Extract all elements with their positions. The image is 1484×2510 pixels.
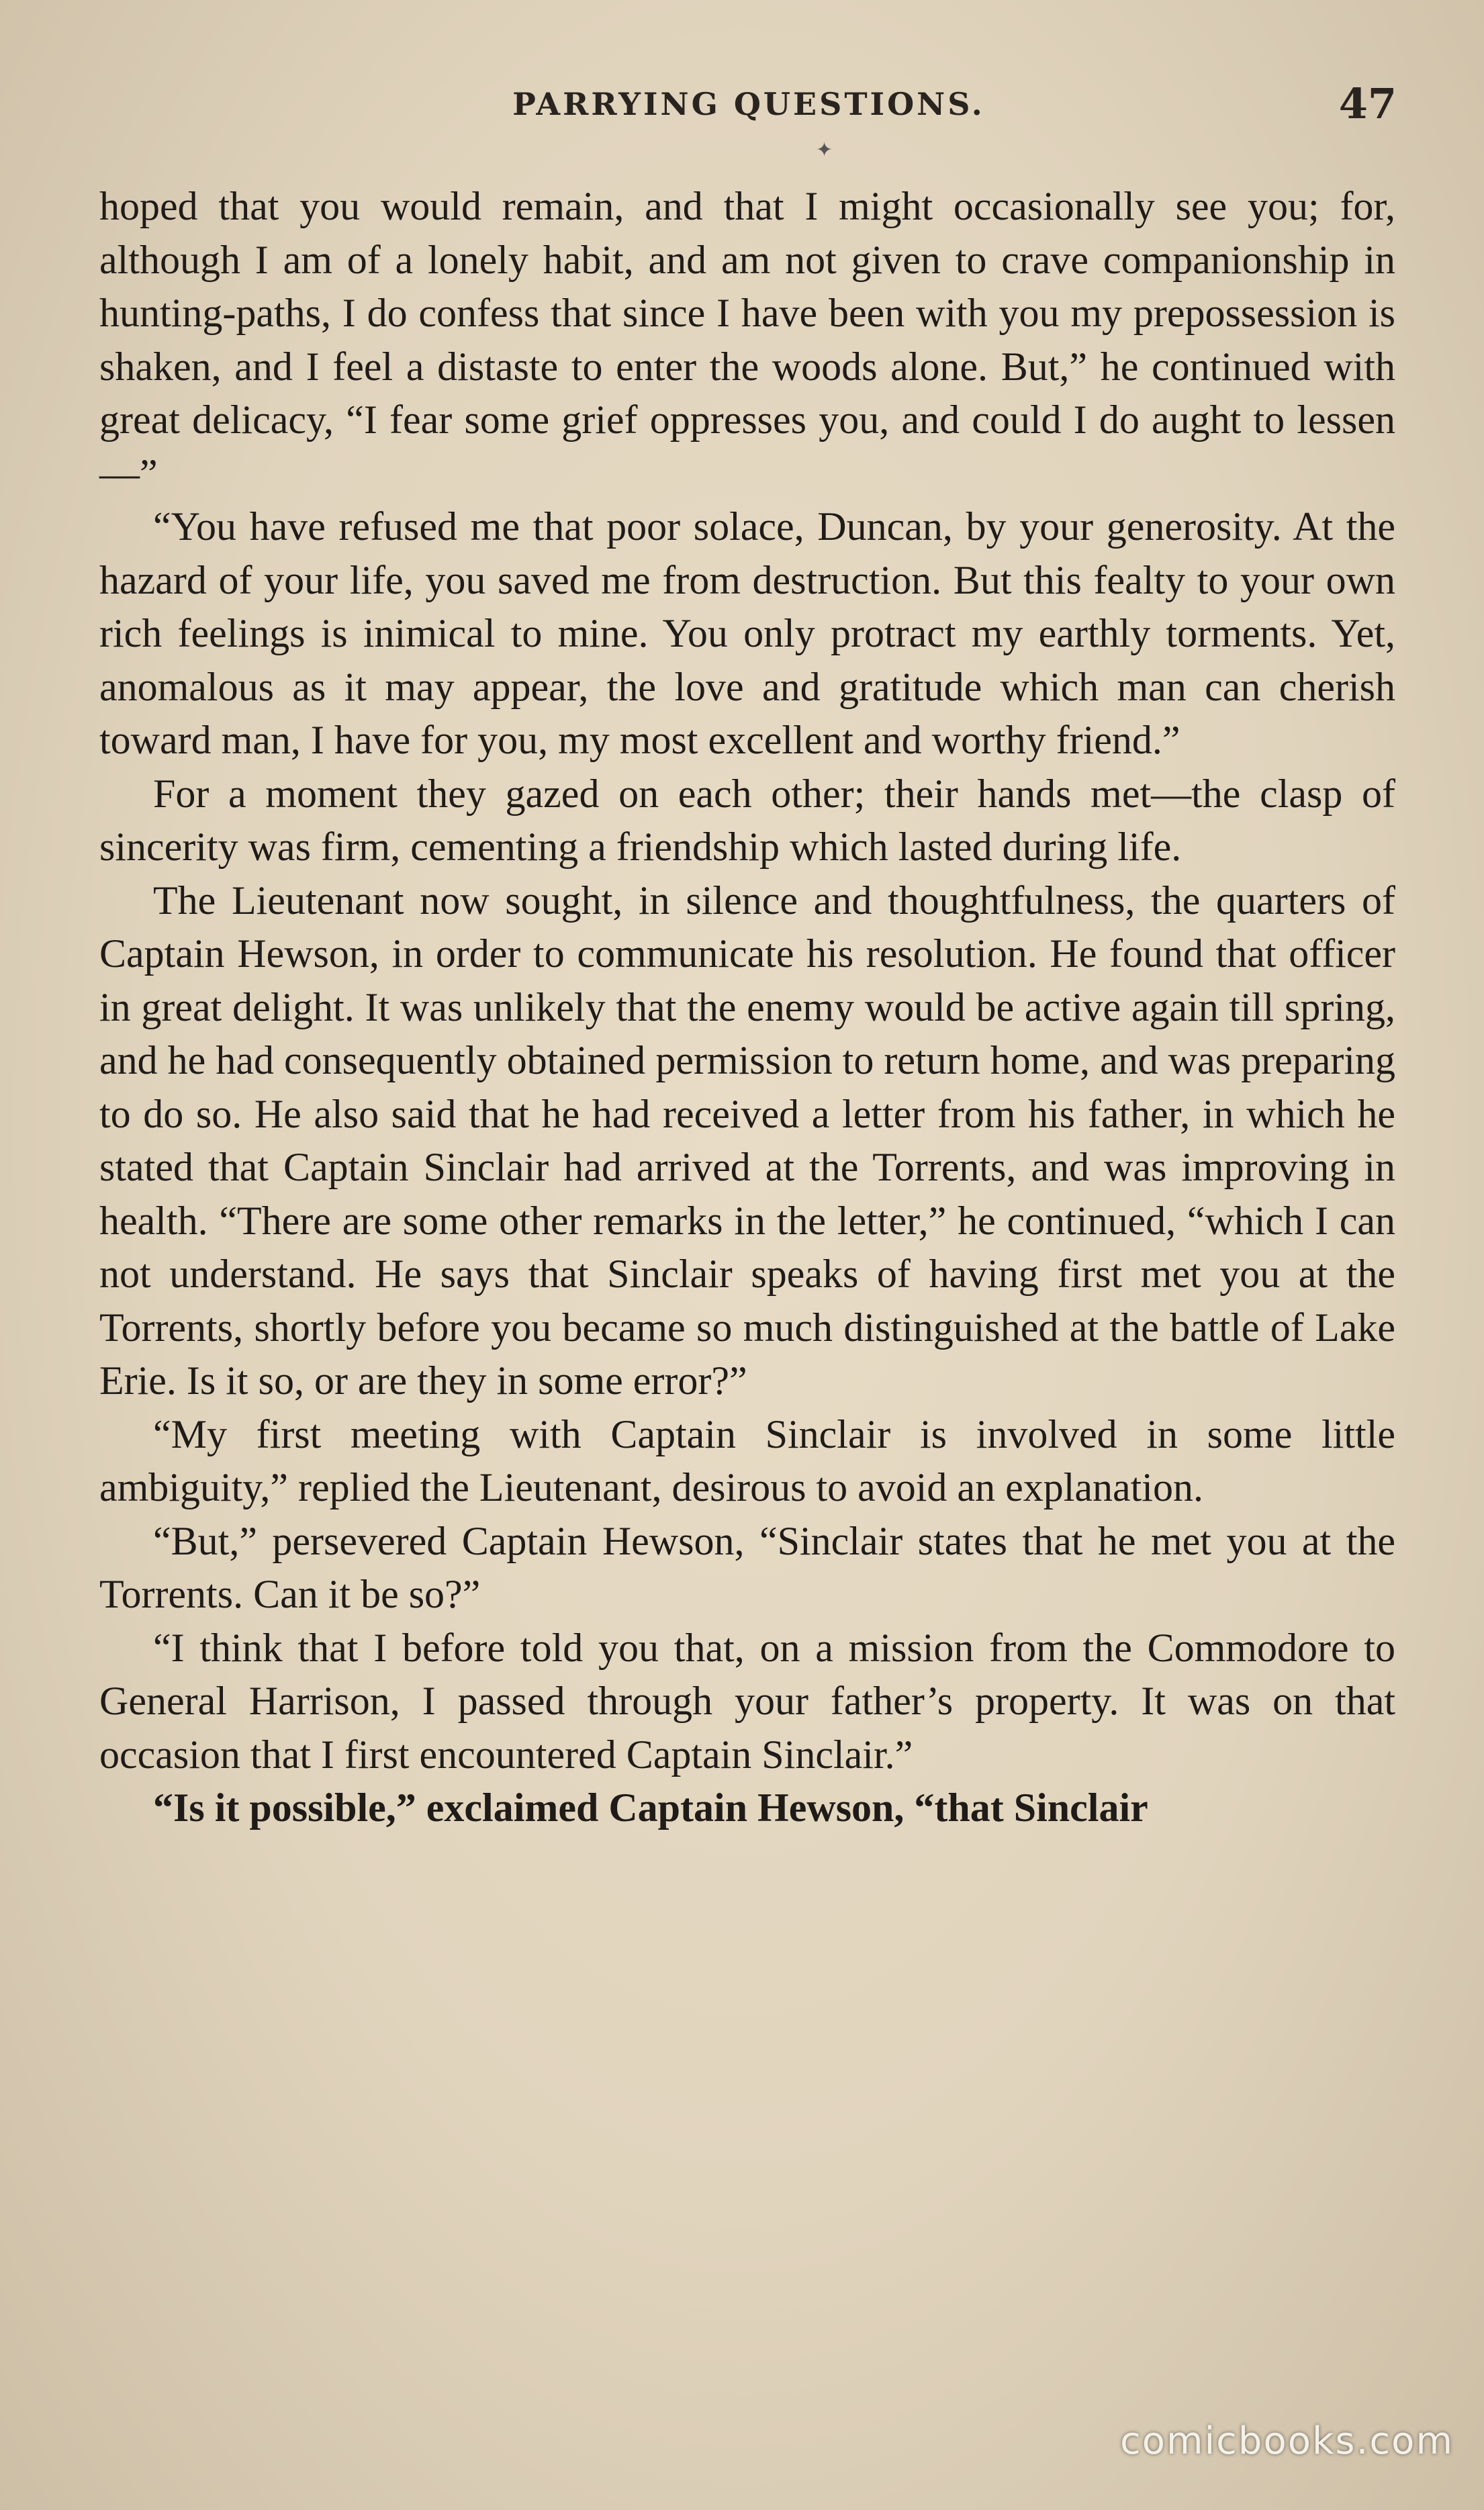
watermark: comicbooks.com bbox=[1119, 2419, 1454, 2463]
running-head: PARRYING QUESTIONS. bbox=[512, 86, 985, 122]
paragraph-7: “I think that I before told you that, on a mission from the Commodore to General Harrison, I passed through your father’s property. It was on that occasion that I first encountered Captain Sinclair.” bbox=[99, 1625, 1395, 1777]
paragraph-3: For a moment they gazed on each other; their hands met—the clasp of sincerity was firm, cementing a friendship which lasted during life. bbox=[99, 771, 1395, 869]
paragraph-1: hoped that you would remain, and that I might occasionally see you; for, although I am of a lonely habit, and am not given to crave companionship in hunting-paths, I do confess that since I have been with you my prepossession is shaken, and I feel a distaste to enter the woods alone. But,” he continued with great delicacy, “I fear some grief oppresses you, and could I do aught to lessen—” bbox=[99, 184, 1395, 496]
paragraph-8: “Is it possible,” exclaimed Captain Hewson, “that Sinclair bbox=[153, 1785, 1148, 1830]
paragraph-4: The Lieutenant now sought, in silence and thoughtfulness, the quarters of Captain Hewson, in order to communicate his resolution. He found that officer in great delight. It was unlikely that the enemy would be active again till spring, and he had consequently obtained permission to return home, and was preparing to do so. He also said that he had received a letter from his father, in which he stated that Captain Sinclair had arrived at the Torrents, and was improving in health. “There are some other remarks in the letter,” he continued, “which I can not understand. He says that Sinclair speaks of having first met you at the Torrents, shortly before you became so much distinguished at the battle of Lake Erie. Is it so, or are they in some error?” bbox=[99, 878, 1395, 1403]
body-text bbox=[99, 180, 1395, 1835]
paragraph-6: “But,” persevered Captain Hewson, “Sinclair states that he met you at the Torrents. Can it be so?” bbox=[99, 1518, 1395, 1616]
paragraph-2: “You have refused me that poor solace, Duncan, by your generosity. At the hazard of your life, you saved me from destruction. But this fealty to your own rich feelings is inimical to mine. You only protract my earthly torments. Yet, anomalous as it may appear, the love and gratitude which man can cherish toward man, I have for you, my most excellent and worthy friend.” bbox=[99, 504, 1395, 762]
paragraph-5: “My first meeting with Captain Sinclair is involved in some little ambiguity,” replied the Lieutenant, desirous to avoid an explanation. bbox=[99, 1411, 1395, 1509]
page-number: 47 bbox=[1338, 79, 1397, 128]
ornament-mark: ✦ bbox=[816, 138, 833, 162]
page-header bbox=[101, 79, 1397, 140]
